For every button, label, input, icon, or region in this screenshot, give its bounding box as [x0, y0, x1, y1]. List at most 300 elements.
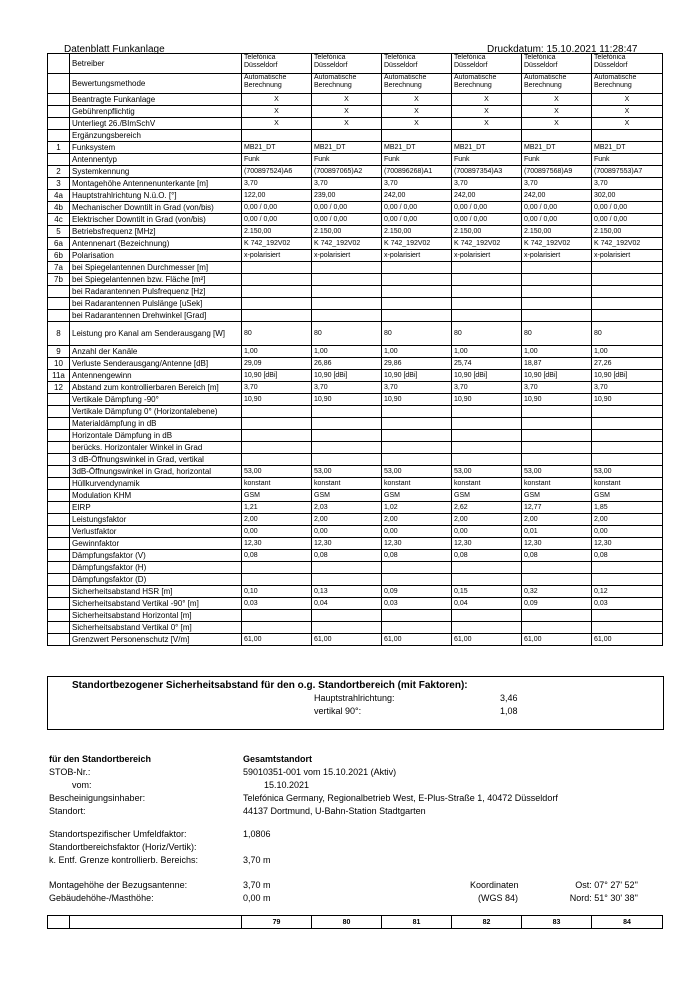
value-cell: 10,90 [dBi] — [592, 370, 663, 382]
table-row — [48, 94, 663, 106]
value-cell: 1,00 — [242, 346, 312, 358]
value-cell: 1,00 — [452, 346, 522, 358]
row-number: 12 — [48, 382, 70, 394]
value-cell — [242, 574, 312, 586]
value-cell: X — [592, 106, 663, 118]
value-cell: 3,70 — [242, 382, 312, 394]
table-row — [48, 358, 663, 370]
row-number — [48, 634, 70, 646]
value-cell — [592, 406, 663, 418]
value-cell: X — [382, 106, 452, 118]
value-cell — [242, 454, 312, 466]
value-cell: K 742_192V02 — [522, 238, 592, 250]
value-cell: 80 — [242, 322, 312, 346]
row-label: Horizontale Dämpfung in dB — [70, 430, 242, 442]
column-number: 79 — [242, 916, 312, 929]
value-cell: MB21_DT — [452, 142, 522, 154]
table-row — [48, 454, 663, 466]
value-cell: 2,03 — [312, 502, 382, 514]
value-cell — [382, 454, 452, 466]
value-cell: Automatische Berechnung — [592, 74, 663, 94]
value-cell: 242,00 — [522, 190, 592, 202]
row-label: Modulation KHM — [70, 490, 242, 502]
value-cell: 3,70 — [382, 382, 452, 394]
value-cell: 0,08 — [452, 550, 522, 562]
value-cell: 2.150,00 — [592, 226, 663, 238]
table-row — [48, 322, 663, 346]
value-cell — [592, 430, 663, 442]
row-label: Dämpfungsfaktor (V) — [70, 550, 242, 562]
value-cell: GSM — [592, 490, 663, 502]
table-row — [48, 538, 663, 550]
value-cell: 10,90 [dBi] — [312, 370, 382, 382]
summary-title: Standortbezogener Sicherheitsabstand für den o.g. Standortbereich (mit Faktoren): — [72, 680, 468, 691]
value-cell — [452, 406, 522, 418]
safety-distance-summary — [47, 676, 664, 730]
value-cell: 0,04 — [312, 598, 382, 610]
value-cell: 2.150,00 — [312, 226, 382, 238]
value-cell — [242, 622, 312, 634]
value-cell: 2,00 — [242, 514, 312, 526]
row-label: bei Radarantennen Pulslänge [uSek] — [70, 298, 242, 310]
value-cell: (700897524)A6 — [242, 166, 312, 178]
row-number — [48, 502, 70, 514]
row-label: Hauptstrahlrichtung N.ü.O. [°] — [70, 190, 242, 202]
value-cell: 2.150,00 — [452, 226, 522, 238]
value-cell — [242, 310, 312, 322]
value-cell: Telefónica Düsseldorf — [242, 54, 312, 74]
location-value: 44137 Dortmund, U-Bahn-Station Stadtgarten — [243, 806, 426, 816]
empty-cell — [48, 916, 70, 929]
value-cell — [452, 298, 522, 310]
value-cell — [592, 298, 663, 310]
value-cell: 3,70 — [452, 178, 522, 190]
value-cell — [522, 406, 592, 418]
row-number — [48, 550, 70, 562]
row-number — [48, 394, 70, 406]
value-cell — [592, 442, 663, 454]
value-cell: 53,00 — [592, 466, 663, 478]
value-cell — [452, 274, 522, 286]
coordinates-system: (WGS 84) — [478, 893, 519, 903]
holder-value: Telefónica Germany, Regionalbetrieb West, E-Plus-Straße 1, 40472 Düsseldorf — [243, 793, 558, 803]
value-cell: 0,12 — [592, 586, 663, 598]
value-cell — [242, 406, 312, 418]
value-cell: 1,00 — [522, 346, 592, 358]
value-cell: 1,00 — [312, 346, 382, 358]
value-cell: 12,30 — [452, 538, 522, 550]
row-label: Antennengewinn — [70, 370, 242, 382]
empty-cell — [70, 916, 242, 929]
row-number — [48, 418, 70, 430]
table-row — [48, 502, 663, 514]
row-number: 8 — [48, 322, 70, 346]
value-cell — [312, 574, 382, 586]
table-row — [48, 298, 663, 310]
table-row — [48, 442, 663, 454]
value-cell: Funk — [382, 154, 452, 166]
value-cell: GSM — [312, 490, 382, 502]
table-row — [48, 526, 663, 538]
value-cell — [522, 298, 592, 310]
table-row — [48, 370, 663, 382]
row-number — [48, 406, 70, 418]
value-cell: 122,00 — [242, 190, 312, 202]
row-label: EIRP — [70, 502, 242, 514]
value-cell: 1,02 — [382, 502, 452, 514]
value-cell: 0,13 — [312, 586, 382, 598]
table-row — [48, 610, 663, 622]
value-cell: 25,74 — [452, 358, 522, 370]
row-number: 6b — [48, 250, 70, 262]
value-cell — [312, 430, 382, 442]
value-cell: 10,90 — [382, 394, 452, 406]
value-cell: 0,09 — [522, 598, 592, 610]
value-cell: 2,00 — [312, 514, 382, 526]
value-cell: 10,90 — [522, 394, 592, 406]
value-cell — [452, 454, 522, 466]
value-cell: X — [452, 118, 522, 130]
value-cell: 27,26 — [592, 358, 663, 370]
row-label: 3 dB-Öffnungswinkel in Grad, vertikal — [70, 454, 242, 466]
table-row — [48, 418, 663, 430]
column-number: 84 — [592, 916, 663, 929]
value-cell: 1,85 — [592, 502, 663, 514]
table-row — [48, 154, 663, 166]
value-cell: 0,10 — [242, 586, 312, 598]
value-cell: 0,08 — [312, 550, 382, 562]
row-label: Dämpfungsfaktor (D) — [70, 574, 242, 586]
row-label: Beantragte Funkanlage — [70, 94, 242, 106]
row-number — [48, 74, 70, 94]
value-cell: 12,30 — [522, 538, 592, 550]
mount-height-value: 3,70 m — [243, 880, 271, 890]
value-cell — [242, 274, 312, 286]
row-number — [48, 478, 70, 490]
value-cell: Funk — [592, 154, 663, 166]
table-row — [48, 54, 663, 74]
value-cell: MB21_DT — [242, 142, 312, 154]
value-cell — [382, 262, 452, 274]
value-cell: MB21_DT — [592, 142, 663, 154]
value-cell: 0,00 / 0,00 — [242, 202, 312, 214]
table-row — [48, 478, 663, 490]
value-cell: X — [522, 94, 592, 106]
value-cell: 0,08 — [592, 550, 663, 562]
row-number: 9 — [48, 346, 70, 358]
value-cell: 61,00 — [382, 634, 452, 646]
row-label: Mechanischer Downtilt in Grad (von/bis) — [70, 202, 242, 214]
row-label: Verlustfaktor — [70, 526, 242, 538]
value-cell: 242,00 — [452, 190, 522, 202]
value-cell: X — [382, 94, 452, 106]
row-number — [48, 454, 70, 466]
value-cell — [522, 286, 592, 298]
value-cell — [452, 622, 522, 634]
value-cell: GSM — [522, 490, 592, 502]
row-label: Vertikale Dämpfung 0° (Horizontalebene) — [70, 406, 242, 418]
value-cell: 1,00 — [592, 346, 663, 358]
value-cell: 53,00 — [242, 466, 312, 478]
value-cell: X — [312, 106, 382, 118]
vom-label: vom: — [72, 780, 92, 790]
value-cell: X — [452, 94, 522, 106]
value-cell: GSM — [452, 490, 522, 502]
value-cell: 0,00 — [242, 526, 312, 538]
value-cell — [592, 286, 663, 298]
row-number — [48, 298, 70, 310]
value-cell — [522, 310, 592, 322]
row-number: 7b — [48, 274, 70, 286]
row-number — [48, 514, 70, 526]
value-cell — [312, 610, 382, 622]
row-label: Bewertungsmethode — [70, 74, 242, 94]
value-cell: 12,30 — [592, 538, 663, 550]
value-cell — [592, 310, 663, 322]
table-row — [48, 394, 663, 406]
value-cell: GSM — [242, 490, 312, 502]
value-cell: 10,90 [dBi] — [452, 370, 522, 382]
row-number — [48, 106, 70, 118]
row-number — [48, 610, 70, 622]
value-cell: 0,00 — [312, 526, 382, 538]
value-cell: 3,70 — [312, 178, 382, 190]
table-row — [48, 214, 663, 226]
value-cell: x-polarisiert — [382, 250, 452, 262]
row-number — [48, 526, 70, 538]
row-number — [48, 54, 70, 74]
value-cell — [382, 130, 452, 142]
value-cell: 2.150,00 — [242, 226, 312, 238]
table-row — [48, 202, 663, 214]
row-label: Sicherheitsabstand Horizontal [m] — [70, 610, 242, 622]
row-number — [48, 310, 70, 322]
table-row — [48, 550, 663, 562]
value-cell: 80 — [522, 322, 592, 346]
value-cell — [382, 274, 452, 286]
value-cell — [382, 562, 452, 574]
value-cell: 0,00 / 0,00 — [312, 202, 382, 214]
value-cell: 29,86 — [382, 358, 452, 370]
building-height-label: Gebäudehöhe-/Masthöhe: — [49, 893, 154, 903]
row-number — [48, 430, 70, 442]
column-number: 81 — [382, 916, 452, 929]
value-cell: 0,00 / 0,00 — [452, 214, 522, 226]
value-cell: 10,90 — [312, 394, 382, 406]
value-cell: 3,70 — [242, 178, 312, 190]
value-cell: 302,00 — [592, 190, 663, 202]
value-cell: 0,00 — [592, 526, 663, 538]
value-cell: 242,00 — [382, 190, 452, 202]
value-cell — [522, 430, 592, 442]
row-label: bei Spiegelantennen Durchmesser [m] — [70, 262, 242, 274]
value-cell: 0,32 — [522, 586, 592, 598]
value-cell: MB21_DT — [312, 142, 382, 154]
value-cell: 61,00 — [312, 634, 382, 646]
value-cell: (700897553)A7 — [592, 166, 663, 178]
table-row — [48, 346, 663, 358]
value-cell: Telefónica Düsseldorf — [592, 54, 663, 74]
row-label: Systemkennung — [70, 166, 242, 178]
row-label: Hüllkurvendynamik — [70, 478, 242, 490]
table-row — [48, 598, 663, 610]
value-cell: x-polarisiert — [522, 250, 592, 262]
value-cell: X — [312, 94, 382, 106]
row-label: Anzahl der Kanäle — [70, 346, 242, 358]
row-label: Elektrischer Downtilt in Grad (von/bis) — [70, 214, 242, 226]
value-cell — [592, 610, 663, 622]
value-cell: 3,70 — [522, 382, 592, 394]
value-cell — [382, 622, 452, 634]
table-row — [48, 74, 663, 94]
value-cell: 0,15 — [452, 586, 522, 598]
value-cell: K 742_192V02 — [592, 238, 663, 250]
value-cell — [382, 298, 452, 310]
row-number: 2 — [48, 166, 70, 178]
table-row — [48, 406, 663, 418]
value-cell: X — [452, 106, 522, 118]
row-label: bei Radarantennen Drehwinkel [Grad] — [70, 310, 242, 322]
table-row — [48, 250, 663, 262]
row-number: 7a — [48, 262, 70, 274]
value-cell — [312, 274, 382, 286]
value-cell: X — [522, 106, 592, 118]
row-number — [48, 466, 70, 478]
value-cell: X — [242, 94, 312, 106]
value-cell: 0,00 — [382, 526, 452, 538]
table-row — [48, 130, 663, 142]
value-cell: 80 — [382, 322, 452, 346]
table-row — [48, 430, 663, 442]
table-row — [48, 118, 663, 130]
value-cell — [592, 454, 663, 466]
value-cell — [522, 274, 592, 286]
value-cell: 10,90 — [592, 394, 663, 406]
value-cell: 0,01 — [522, 526, 592, 538]
value-cell: 2,00 — [382, 514, 452, 526]
value-cell — [382, 574, 452, 586]
value-cell: 61,00 — [592, 634, 663, 646]
value-cell: 12,30 — [242, 538, 312, 550]
value-cell: X — [382, 118, 452, 130]
area-factor-label: Standortbereichsfaktor (Horiz/Vertik): — [49, 842, 197, 852]
row-number — [48, 94, 70, 106]
value-cell: X — [242, 118, 312, 130]
value-cell: 3,70 — [592, 178, 663, 190]
value-cell: 0,08 — [522, 550, 592, 562]
row-label: Dämpfungsfaktor (H) — [70, 562, 242, 574]
value-cell — [312, 286, 382, 298]
value-cell: x-polarisiert — [452, 250, 522, 262]
value-cell: 0,00 / 0,00 — [452, 202, 522, 214]
value-cell: 3,70 — [312, 382, 382, 394]
value-cell: 12,30 — [382, 538, 452, 550]
value-cell: (700897354)A3 — [452, 166, 522, 178]
table-row — [48, 274, 663, 286]
value-cell — [592, 562, 663, 574]
row-label: Betreiber — [70, 54, 242, 74]
value-cell — [242, 262, 312, 274]
value-cell: 3,70 — [592, 382, 663, 394]
value-cell: x-polarisiert — [312, 250, 382, 262]
row-label: Antennenart (Bezeichnung) — [70, 238, 242, 250]
table-row — [48, 382, 663, 394]
stob-label: STOB-Nr.: — [49, 767, 91, 777]
value-cell — [452, 418, 522, 430]
value-cell — [382, 310, 452, 322]
value-cell: konstant — [452, 478, 522, 490]
value-cell: Automatische Berechnung — [382, 74, 452, 94]
value-cell: 0,00 — [452, 526, 522, 538]
right-heading: Gesamtstandort — [243, 754, 313, 764]
value-cell — [452, 286, 522, 298]
value-cell: 2,00 — [592, 514, 663, 526]
value-cell — [522, 610, 592, 622]
table-row — [48, 514, 663, 526]
value-cell: 3,70 — [522, 178, 592, 190]
row-label: Abstand zum kontrollierbaren Bereich [m] — [70, 382, 242, 394]
value-cell — [312, 406, 382, 418]
row-number: 4c — [48, 214, 70, 226]
row-number: 3 — [48, 178, 70, 190]
value-cell — [312, 298, 382, 310]
row-label: Vertikale Dämpfung -90° — [70, 394, 242, 406]
row-label: Gewinnfaktor — [70, 538, 242, 550]
row-label: bei Spiegelantennen bzw. Fläche [m²] — [70, 274, 242, 286]
table-row — [48, 190, 663, 202]
row-label: Verluste Senderausgang/Antenne [dB] — [70, 358, 242, 370]
value-cell: 61,00 — [452, 634, 522, 646]
row-label: Sicherheitsabstand HSR [m] — [70, 586, 242, 598]
row-number: 11a — [48, 370, 70, 382]
row-number: 6a — [48, 238, 70, 250]
value-cell: (700896268)A1 — [382, 166, 452, 178]
value-cell: 29,09 — [242, 358, 312, 370]
value-cell: 61,00 — [522, 634, 592, 646]
value-cell: 10,90 [dBi] — [382, 370, 452, 382]
value-cell: 10,90 [dBi] — [522, 370, 592, 382]
value-cell: 2,00 — [522, 514, 592, 526]
print-date: Druckdatum: 15.10.2021 11:28:47 — [487, 44, 638, 55]
value-cell: Funk — [452, 154, 522, 166]
env-factor-label: Standortspezifischer Umfeldfaktor: — [49, 829, 187, 839]
value-cell — [592, 130, 663, 142]
value-cell — [452, 610, 522, 622]
value-cell — [452, 562, 522, 574]
table-row — [48, 106, 663, 118]
value-cell: 26,86 — [312, 358, 382, 370]
value-cell: Funk — [312, 154, 382, 166]
value-cell: 0,00 / 0,00 — [382, 202, 452, 214]
row-label: Polarisation — [70, 250, 242, 262]
value-cell: konstant — [312, 478, 382, 490]
table-row — [48, 238, 663, 250]
row-label: Montagehöhe Antennenunterkante [m] — [70, 178, 242, 190]
value-cell: Funk — [522, 154, 592, 166]
value-cell — [242, 562, 312, 574]
value-cell: X — [522, 118, 592, 130]
row-number: 4a — [48, 190, 70, 202]
row-label: 3dB-Öffnungswinkel in Grad, horizontal — [70, 466, 242, 478]
value-cell: 12,77 — [522, 502, 592, 514]
value-cell — [592, 418, 663, 430]
value-cell: 80 — [312, 322, 382, 346]
building-height-value: 0,00 m — [243, 893, 271, 903]
mount-height-label: Montagehöhe der Bezugsantenne: — [49, 880, 188, 890]
value-cell: 0,00 / 0,00 — [592, 202, 663, 214]
value-cell: X — [592, 118, 663, 130]
value-cell — [312, 454, 382, 466]
